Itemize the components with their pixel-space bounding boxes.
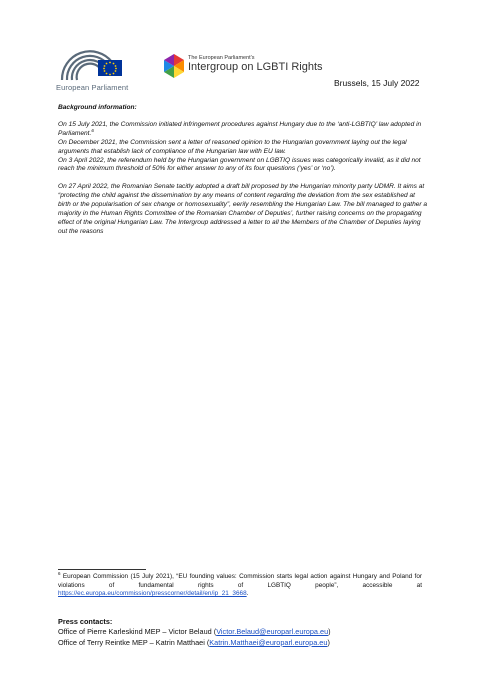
paragraph-referendum: On 3 April 2022, the referendum held by the Hungarian government on LGBTIQ issues was categorically invalid, as it did not reach the minimum threshold of 50% for either answer to any of its four questions (‘yes’ or ‘no’). bbox=[58, 156, 421, 173]
contact-reintke-text: Office of Terry Reintke MEP – Katrin Matthaei ( bbox=[58, 637, 210, 647]
footnote-ref: 6 bbox=[91, 127, 94, 133]
footnote-link[interactable]: https://ec.europa.eu/commission/presscorner/detail/en/ip_21_3668 bbox=[58, 590, 247, 598]
contact-reintke-email[interactable]: Katrin.Matthaei@europarl.europa.eu bbox=[209, 637, 328, 647]
footnote-text: European Commission (15 July 2021), “EU founding values: Commission starts legal action against Hungary and Poland for violations of fundamental rights of LGBTIQ people”, accessible at bbox=[58, 573, 423, 589]
footnote bbox=[58, 570, 423, 599]
paragraph-reasoned-opinion: On December 2021, the Commission sent a letter of reasoned opinion to the Hungarian government laying out the legal arguments that establish lack of compliance of the Hungarian law with EU law. bbox=[58, 138, 407, 155]
document-date: Brussels, 15 July 2022 bbox=[334, 78, 420, 88]
press-contacts bbox=[58, 617, 438, 648]
contact-reintke-close: ) bbox=[327, 637, 330, 647]
background-heading: Background information: bbox=[58, 104, 137, 111]
contact-karleskind-text: Office of Pierre Karleskind MEP – Victor Belaud ( bbox=[58, 627, 217, 637]
intergroup-title: Intergroup on LGBTI Rights bbox=[188, 61, 323, 73]
lgbti-intergroup-logo bbox=[160, 52, 188, 80]
footnote-divider bbox=[58, 569, 146, 570]
contact-karleskind-close: ) bbox=[328, 627, 331, 637]
contact-reintke bbox=[58, 638, 438, 648]
contact-karleskind bbox=[58, 627, 438, 637]
footnote-marker: 6 bbox=[58, 570, 61, 576]
paragraph-romanian-bill: On 27 April 2022, the Romanian Senate tacitly adopted a draft bill proposed by the Hungarian minority party UDMR. It aims at “protecting the child against the dissemination by any means of content regarding the deviation from the sex established at birth or the popularisation of sex change or homosexuality”, eerily resembling the Hungarian Law. The bill managed to gather a majority in the Human Rights Committee of the Romanian Chamber of Deputies’, further raising concerns on the propagating effect of the original Hungarian Law. The Intergroup addressed a letter to all the Members of the Chamber of Deputies laying out the reasons bbox=[58, 183, 428, 235]
press-contacts-label: Press contacts: bbox=[58, 617, 113, 626]
european-parliament-name: European Parliament bbox=[56, 83, 129, 92]
footnote-end: . bbox=[246, 590, 249, 598]
contact-karleskind-email[interactable]: Victor.Belaud@europarl.europa.eu bbox=[216, 627, 329, 637]
paragraph-infringement bbox=[58, 121, 428, 139]
intergroup-subtitle: The European Parliament's bbox=[188, 55, 255, 61]
document-body bbox=[58, 104, 428, 237]
paragraph-infringement-text: On 15 July 2021, the Commission initiated infringement procedures against Hungary due to the ‘anti-LGBTIQ’ law adopted in Parliament. bbox=[58, 120, 422, 137]
